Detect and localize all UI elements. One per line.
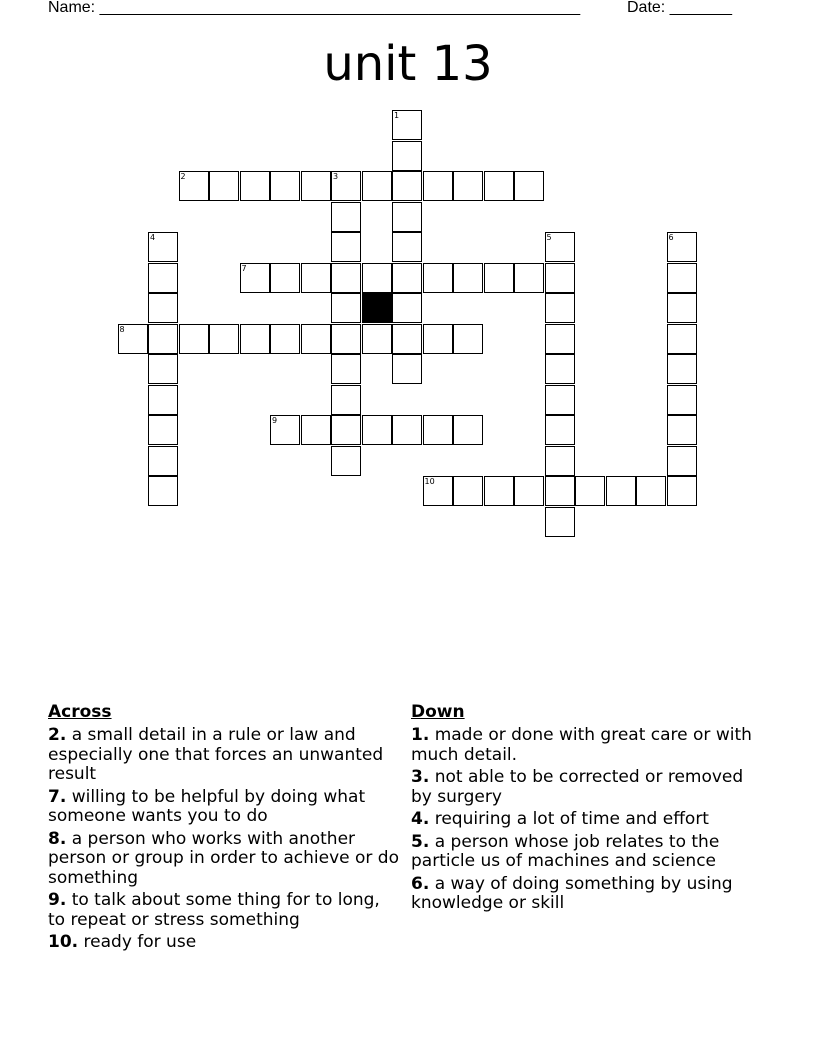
crossword-cell[interactable] xyxy=(453,476,483,506)
crossword-cell[interactable] xyxy=(514,171,544,201)
crossword-cell[interactable] xyxy=(331,293,361,323)
clue-text: to talk about some thing for to long, to repeat or stress something xyxy=(48,890,380,930)
crossword-cell[interactable] xyxy=(331,415,361,445)
crossword-cell[interactable] xyxy=(667,232,697,262)
crossword-cell[interactable] xyxy=(484,171,514,201)
crossword-cell[interactable] xyxy=(545,232,575,262)
crossword-cell[interactable] xyxy=(331,446,361,476)
crossword-cell[interactable] xyxy=(636,476,666,506)
crossword-cell[interactable] xyxy=(392,415,422,445)
crossword-cell[interactable] xyxy=(423,415,453,445)
clue-number: 3. xyxy=(411,767,430,787)
crossword-cell[interactable] xyxy=(148,232,178,262)
across-clue xyxy=(48,891,400,930)
down-clue xyxy=(411,810,761,830)
page-title: unit 13 xyxy=(323,36,493,92)
clue-number: 10. xyxy=(48,932,79,952)
clue-number-label: 4 xyxy=(150,233,156,242)
crossword-cell[interactable] xyxy=(667,385,697,415)
name-field-label: Name: ______________________________________________________ xyxy=(48,0,581,16)
crossword-cell[interactable] xyxy=(301,171,331,201)
crossword-cell[interactable] xyxy=(545,385,575,415)
crossword-black-cell xyxy=(362,293,392,323)
crossword-cell[interactable] xyxy=(362,415,392,445)
crossword-cell[interactable] xyxy=(545,324,575,354)
crossword-cell[interactable] xyxy=(240,324,270,354)
crossword-cell[interactable] xyxy=(667,446,697,476)
crossword-cell[interactable] xyxy=(392,232,422,262)
crossword-cell[interactable] xyxy=(423,476,453,506)
crossword-cell[interactable] xyxy=(362,171,392,201)
crossword-cell[interactable] xyxy=(667,415,697,445)
down-clues xyxy=(411,702,761,917)
crossword-cell[interactable] xyxy=(575,476,605,506)
crossword-cell[interactable] xyxy=(667,476,697,506)
crossword-cell[interactable] xyxy=(270,324,300,354)
crossword-cell[interactable] xyxy=(240,171,270,201)
crossword-cell[interactable] xyxy=(331,354,361,384)
down-heading: Down xyxy=(411,702,465,722)
clue-number-label: 8 xyxy=(119,324,125,334)
down-clue xyxy=(411,768,761,807)
clue-number: 4. xyxy=(411,809,430,829)
crossword-cell[interactable] xyxy=(392,141,422,171)
crossword-cell[interactable] xyxy=(148,476,178,506)
crossword-cell[interactable] xyxy=(362,324,392,354)
crossword-cell[interactable] xyxy=(667,263,697,293)
clue-text: requiring a lot of time and effort xyxy=(434,809,709,829)
crossword-cell[interactable] xyxy=(301,263,331,293)
clue-number-label: 7 xyxy=(241,263,247,273)
crossword-cell[interactable] xyxy=(179,171,209,201)
crossword-cell[interactable] xyxy=(545,507,575,537)
clue-text: a person who works with another person or group in order to achieve or do something xyxy=(48,828,399,888)
crossword-cell[interactable] xyxy=(240,263,270,293)
crossword-cell[interactable] xyxy=(270,263,300,293)
crossword-cell[interactable] xyxy=(484,476,514,506)
crossword-cell[interactable] xyxy=(484,263,514,293)
across-clues xyxy=(48,702,400,956)
crossword-cell[interactable] xyxy=(606,476,636,506)
crossword-cell[interactable] xyxy=(148,354,178,384)
crossword-cell[interactable] xyxy=(270,415,300,445)
crossword-cell[interactable] xyxy=(118,324,148,354)
clue-number-label: 1 xyxy=(394,111,400,120)
crossword-cell[interactable] xyxy=(148,415,178,445)
clue-number: 5. xyxy=(411,831,430,852)
crossword-cell[interactable] xyxy=(453,415,483,445)
clue-number: 7. xyxy=(48,786,67,807)
across-heading: Across xyxy=(48,702,112,722)
crossword-cell[interactable] xyxy=(209,171,239,201)
crossword-cell[interactable] xyxy=(209,324,239,354)
crossword-cell[interactable] xyxy=(667,293,697,323)
crossword-cell[interactable] xyxy=(392,354,422,384)
clue-text: willing to be helpful by doing what someone wants you to do xyxy=(48,786,366,826)
clue-number-label: 10 xyxy=(424,477,435,486)
crossword-cell[interactable] xyxy=(545,293,575,323)
crossword-cell[interactable] xyxy=(545,415,575,445)
crossword-cell[interactable] xyxy=(545,354,575,384)
crossword-cell[interactable] xyxy=(148,293,178,323)
clue-number: 9. xyxy=(48,890,67,910)
date-field-label: Date: _______ xyxy=(627,0,732,16)
across-clue xyxy=(48,933,400,953)
crossword-cell[interactable] xyxy=(423,263,453,293)
clue-text: not able to be corrected or removed by surgery xyxy=(411,767,744,807)
crossword-cell[interactable] xyxy=(392,202,422,232)
crossword-cell[interactable] xyxy=(148,446,178,476)
clue-text: made or done with great care or with much detail. xyxy=(411,725,752,765)
crossword-cell[interactable] xyxy=(667,324,697,354)
crossword-cell[interactable] xyxy=(331,324,361,354)
down-clue xyxy=(411,875,761,914)
crossword-cell[interactable] xyxy=(545,476,575,506)
crossword-cell[interactable] xyxy=(270,171,300,201)
crossword-cell[interactable] xyxy=(392,263,422,293)
crossword-cell[interactable] xyxy=(392,324,422,354)
across-clue xyxy=(48,726,400,785)
across-clue xyxy=(48,830,400,889)
crossword-cell[interactable] xyxy=(301,324,331,354)
clue-number: 8. xyxy=(48,828,67,849)
down-clue xyxy=(411,833,761,872)
clue-number-label: 5 xyxy=(546,233,552,242)
crossword-cell[interactable] xyxy=(362,263,392,293)
crossword-cell[interactable] xyxy=(148,385,178,415)
crossword-cell[interactable] xyxy=(331,171,361,201)
crossword-cell[interactable] xyxy=(423,171,453,201)
crossword-cell[interactable] xyxy=(148,324,178,354)
crossword-cell[interactable] xyxy=(453,263,483,293)
crossword-cell[interactable] xyxy=(392,110,422,140)
crossword-cell[interactable] xyxy=(545,263,575,293)
clue-number-label: 2 xyxy=(180,172,186,181)
down-clue xyxy=(411,726,761,765)
crossword-cell[interactable] xyxy=(667,354,697,384)
clue-text: a small detail in a rule or law and especially one that forces an unwanted result xyxy=(48,725,384,784)
crossword-cell[interactable] xyxy=(301,415,331,445)
crossword-cell[interactable] xyxy=(514,476,544,506)
crossword-cell[interactable] xyxy=(423,324,453,354)
crossword-cell[interactable] xyxy=(179,324,209,354)
clue-number: 2. xyxy=(48,725,67,745)
clue-number-label: 3 xyxy=(333,172,339,181)
crossword-cell[interactable] xyxy=(392,171,422,201)
clue-text: a person whose job relates to the particle us of machines and science xyxy=(411,831,720,871)
clue-number: 1. xyxy=(411,725,430,745)
across-clue xyxy=(48,788,400,827)
crossword-cell[interactable] xyxy=(331,263,361,293)
crossword-cell[interactable] xyxy=(514,263,544,293)
clue-number: 6. xyxy=(411,873,430,894)
clue-text: ready for use xyxy=(83,932,197,952)
crossword-cell[interactable] xyxy=(545,446,575,476)
clue-number-label: 6 xyxy=(668,233,674,242)
crossword-cell[interactable] xyxy=(331,202,361,232)
crossword-cell[interactable] xyxy=(453,324,483,354)
crossword-cell[interactable] xyxy=(148,263,178,293)
clue-number-label: 9 xyxy=(272,416,278,425)
clue-text: a way of doing something by using knowledge or skill xyxy=(411,873,733,913)
crossword-cell[interactable] xyxy=(331,232,361,262)
crossword-cell[interactable] xyxy=(453,171,483,201)
crossword-cell[interactable] xyxy=(392,293,422,323)
crossword-cell[interactable] xyxy=(331,385,361,415)
